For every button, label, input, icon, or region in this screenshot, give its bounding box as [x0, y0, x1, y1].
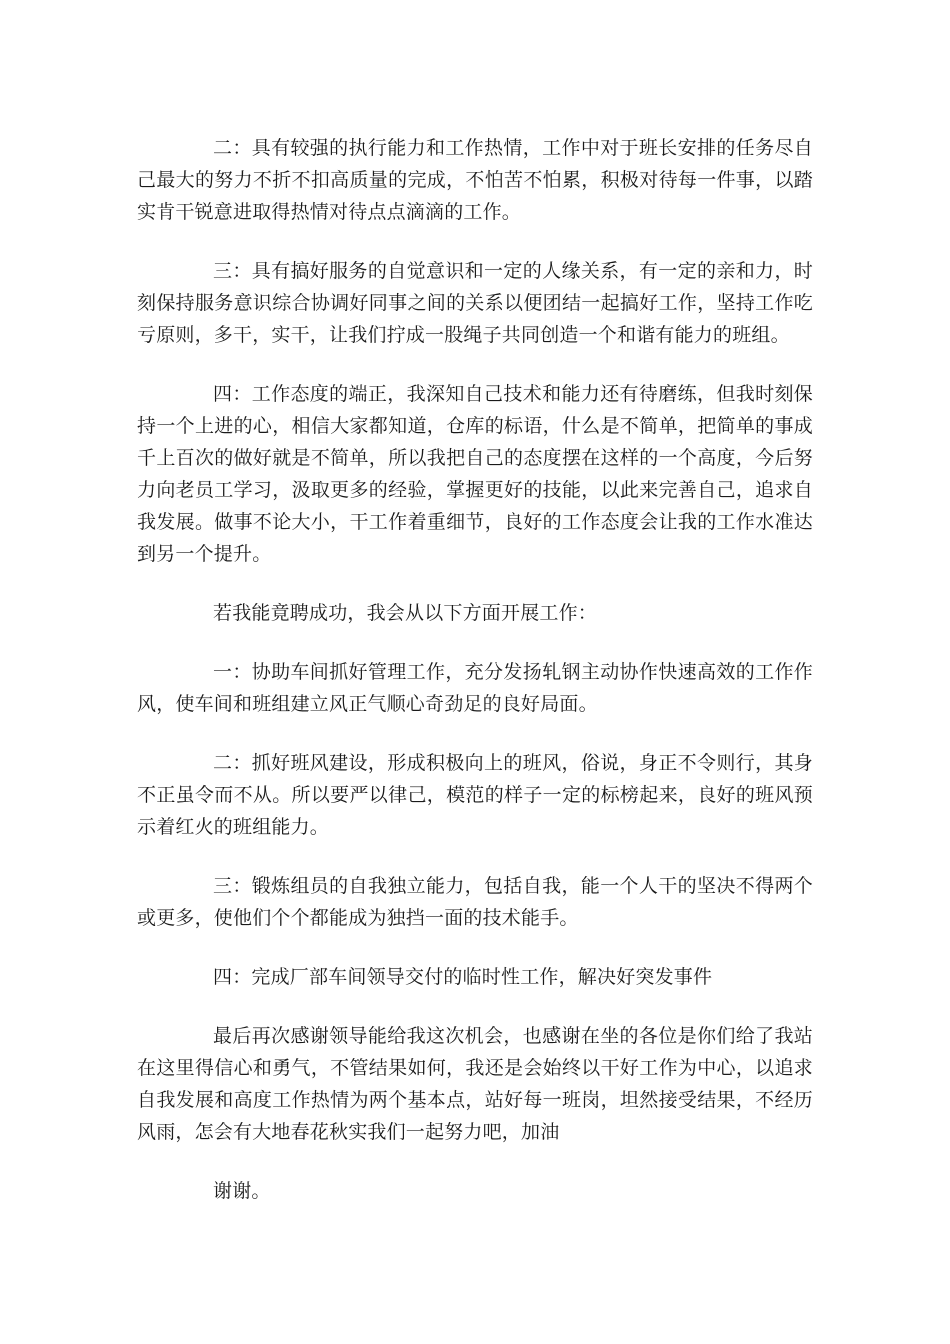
document-body: [137, 132, 813, 1207]
paragraph-plan-intro: 若我能竟聘成功，我会从以下方面开展工作：: [213, 602, 598, 624]
paragraph-plan-3: 三：锻炼组员的自我独立能力，包括自我，能一个人干的坚决不得两个或更多，使他们个个都能成为独挡一面的技术能手。: [137, 875, 813, 929]
paragraph-thanks: 谢谢。: [213, 1180, 271, 1202]
paragraph-plan-1: 一：协助车间抓好管理工作，充分发扬轧钢主动协作快速高效的工作作风，使车间和班组建立风正气顺心奇劲足的良好局面。: [137, 661, 813, 715]
paragraph-qualification-4: 四：工作态度的端正，我深知自己技术和能力还有待磨练，但我时刻保持一个上进的心，相信大家都知道，仓库的标语，什么是不简单，把简单的事成千上百次的做好就是不简单，所以我把自己的态度摆在这样的一个高度，今后努力向老员工学习，汲取更多的经验，掌握更好的技能，以此来完善自己，追求自我发展。做事不论大小，干工作着重细节，良好的工作态度会让我的工作水准达到另一个提升。: [137, 383, 813, 565]
paragraph-closing: 最后再次感谢领导能给我这次机会，也感谢在坐的各位是你们给了我站在这里得信心和勇气，不管结果如何，我还是会始终以干好工作为中心，以追求自我发展和高度工作热情为两个基本点，站好每一班岗，坦然接受结果，不经历风雨，怎会有大地春花秋实我们一起努力吧，加油: [137, 1025, 813, 1143]
paragraph-plan-2: 二：抓好班风建设，形成积极向上的班风，俗说，身正不令则行，其身不正虽令而不从。所以要严以律己，模范的样子一定的标榜起来，良好的班风预示着红火的班组能力。: [137, 752, 813, 838]
paragraph-plan-4: 四：完成厂部车间领导交付的临时性工作，解决好突发事件: [213, 966, 713, 988]
paragraph-qualification-3: 三：具有搞好服务的自觉意识和一定的人缘关系，有一定的亲和力，时刻保持服务意识综合协调好同事之间的关系以便团结一起搞好工作，坚持工作吃亏原则，多干，实干，让我们拧成一股绳子共同创造一个和谐有能力的班组。: [137, 260, 813, 346]
paragraph-qualification-2: 二：具有较强的执行能力和工作热情，工作中对于班长安排的任务尽自己最大的努力不折不扣高质量的完成，不怕苦不怕累，积极对待每一件事，以踏实肯干锐意进取得热情对待点点滴滴的工作。: [137, 137, 813, 223]
